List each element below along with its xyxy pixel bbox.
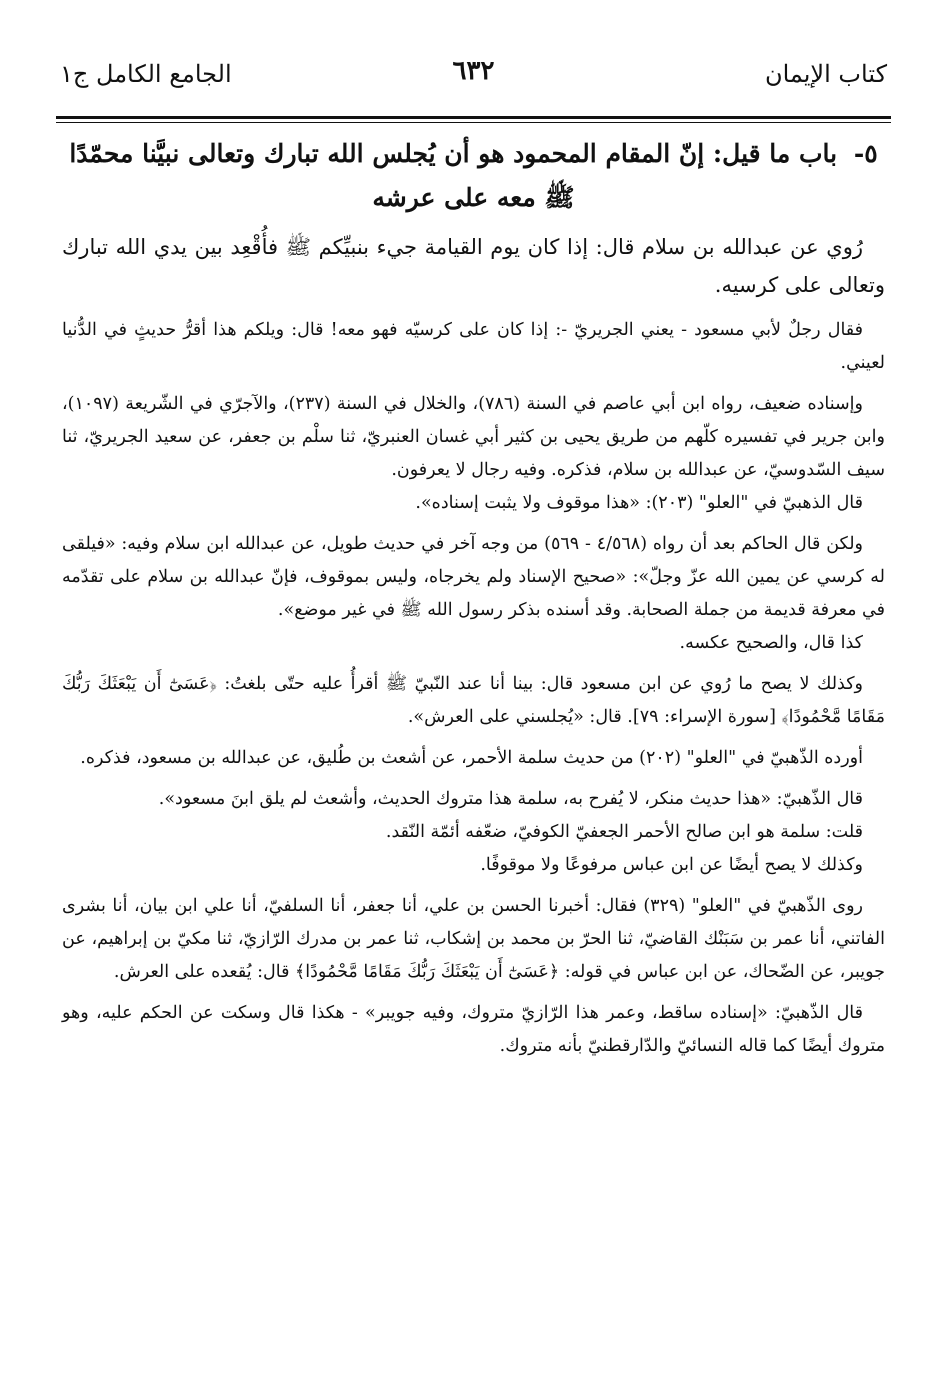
paragraph-13: قال الذّهبيّ: «إسناده ساقط، وعمر هذا الرّازيّ متروك، وفيه جويبر» - هكذا قال وسكت عن الحكم عليه، وهو متروك أيضًا كما قاله النسائيّ والدّارقطنيّ بأنه متروك. [62, 1003, 885, 1056]
chapter-number: ٥- [853, 139, 878, 168]
header-rule [56, 116, 891, 123]
paragraph-10: قلت: سلمة هو ابن صالح الأحمر الجعفيّ الكوفيّ، ضعّفه أئمّة النّقد. [385, 822, 863, 842]
paragraph-1: رُوي عن عبدالله بن سلام قال: إذا كان يوم القيامة جيء بنبيِّكم ﷺ فأُقْعِد بين يدي الله تبارك وتعالى على كرسيه. [62, 235, 885, 297]
paragraph-2: فقال رجلٌ لأبي مسعود - يعني الجريريّ -: إذا كان على كرسيّه فهو معه! قال: ويلكم هذا أقرُّ حديثٍ في الدُّنيا لعيني. [62, 320, 885, 373]
paragraph-9: قال الذّهبيّ: «هذا حديث منكر، لا يُفرح به، سلمة هذا متروك الحديث، وأشعث لم يلق ابنَ مسعود». [158, 789, 863, 809]
paragraph-6: كذا قال، والصحيح عكسه. [679, 633, 863, 653]
chapter-heading [62, 132, 885, 220]
paragraph-11: وكذلك لا يصح أيضًا عن ابن عباس مرفوعًا ولا موقوفًا. [480, 855, 863, 875]
paragraph-4: قال الذهبيّ في "العلو" (٢٠٣): «هذا موقوف ولا يثبت إسناده». [415, 493, 863, 513]
paragraph-7: وكذلك لا يصح ما رُوي عن ابن مسعود قال: بينا أنا عند النّبيّ ﷺ أقرأُ عليه حتّى بلغتُ: ﴿عَسَىٰٓ أَن يَبْعَثَكَ رَبُّكَ مَقَامًا مَّحْمُودًا﴾ [سورة الإسراء: ٧٩]. قال: «يُجلسني على العرش». [62, 674, 885, 727]
chapter-title: باب ما قيل: إنّ المقام المحمود هو أن يُجلس الله تبارك وتعالى نبيَّنا محمّدًا ﷺ معه على عرشه [69, 139, 838, 212]
paragraph-5: ولكن قال الحاكم بعد أن رواه (٤/٥٦٨ - ٥٦٩) من وجه آخر في حديث طويل، عن عبدالله ابن سلام وفيه: «فيلقى له كرسي عن يمين الله عزّ وجلّ»: «صحيح الإسناد ولم يخرجاه، وليس بموقوف، فإنّ عبدالله بن سلام على تقدّمه في معرفة قديمة من جملة الصحابة. وقد أسنده بذكر رسول الله ﷺ في غير موضع». [62, 534, 885, 620]
page-content [62, 132, 885, 1063]
page-header [60, 52, 887, 96]
paragraph-12: روى الذّهبيّ في "العلو" (٣٢٩) فقال: أخبرنا الحسن بن علي، أنا جعفر، أنا السلفيّ، أنا علي ابن بيان، أنا بشرى الفاتني، أنا عمر بن سَبَنْك القاضيّ، ثنا الحرّ بن محمد بن إشكاب، ثنا عمر بن مدرك الرّازيّ، ثنا مكيّ بن إبراهيم، عن جويبر، عن الضّحاك، عن ابن عباس في قوله: ﴿عَسَىٰٓ أَن يَبْعَثَكَ رَبُّكَ مَقَامًا مَّحْمُودًا﴾ قال: يُقعده على العرش. [62, 896, 885, 982]
paragraph-8: أورده الذّهبيّ في "العلو" (٢٠٢) من حديث سلمة الأحمر، عن أشعث بن طُليق، عن عبدالله بن مسعود، فذكره. [80, 748, 863, 768]
paragraph-3: وإسناده ضعيف، رواه ابن أبي عاصم في السنة (٧٨٦)، والخلال في السنة (٢٣٧)، والآجرّي في الشّريعة (١٠٩٧)، وابن جرير في تفسيره كلّهم من طريق يحيى بن كثير أبي غسان العنبريّ، ثنا سلْم بن جعفر، عن سعيد الجريريّ، ثنا سيف السّدوسيّ، عن عبدالله بن سلام، فذكره. وفيه رجال لا يعرفون. [62, 394, 885, 480]
header-book-title: كتاب الإيمان [764, 60, 887, 88]
page-number: ٦٣٢ [452, 56, 495, 86]
header-volume-title: الجامع الكامل ج١ [60, 60, 232, 88]
